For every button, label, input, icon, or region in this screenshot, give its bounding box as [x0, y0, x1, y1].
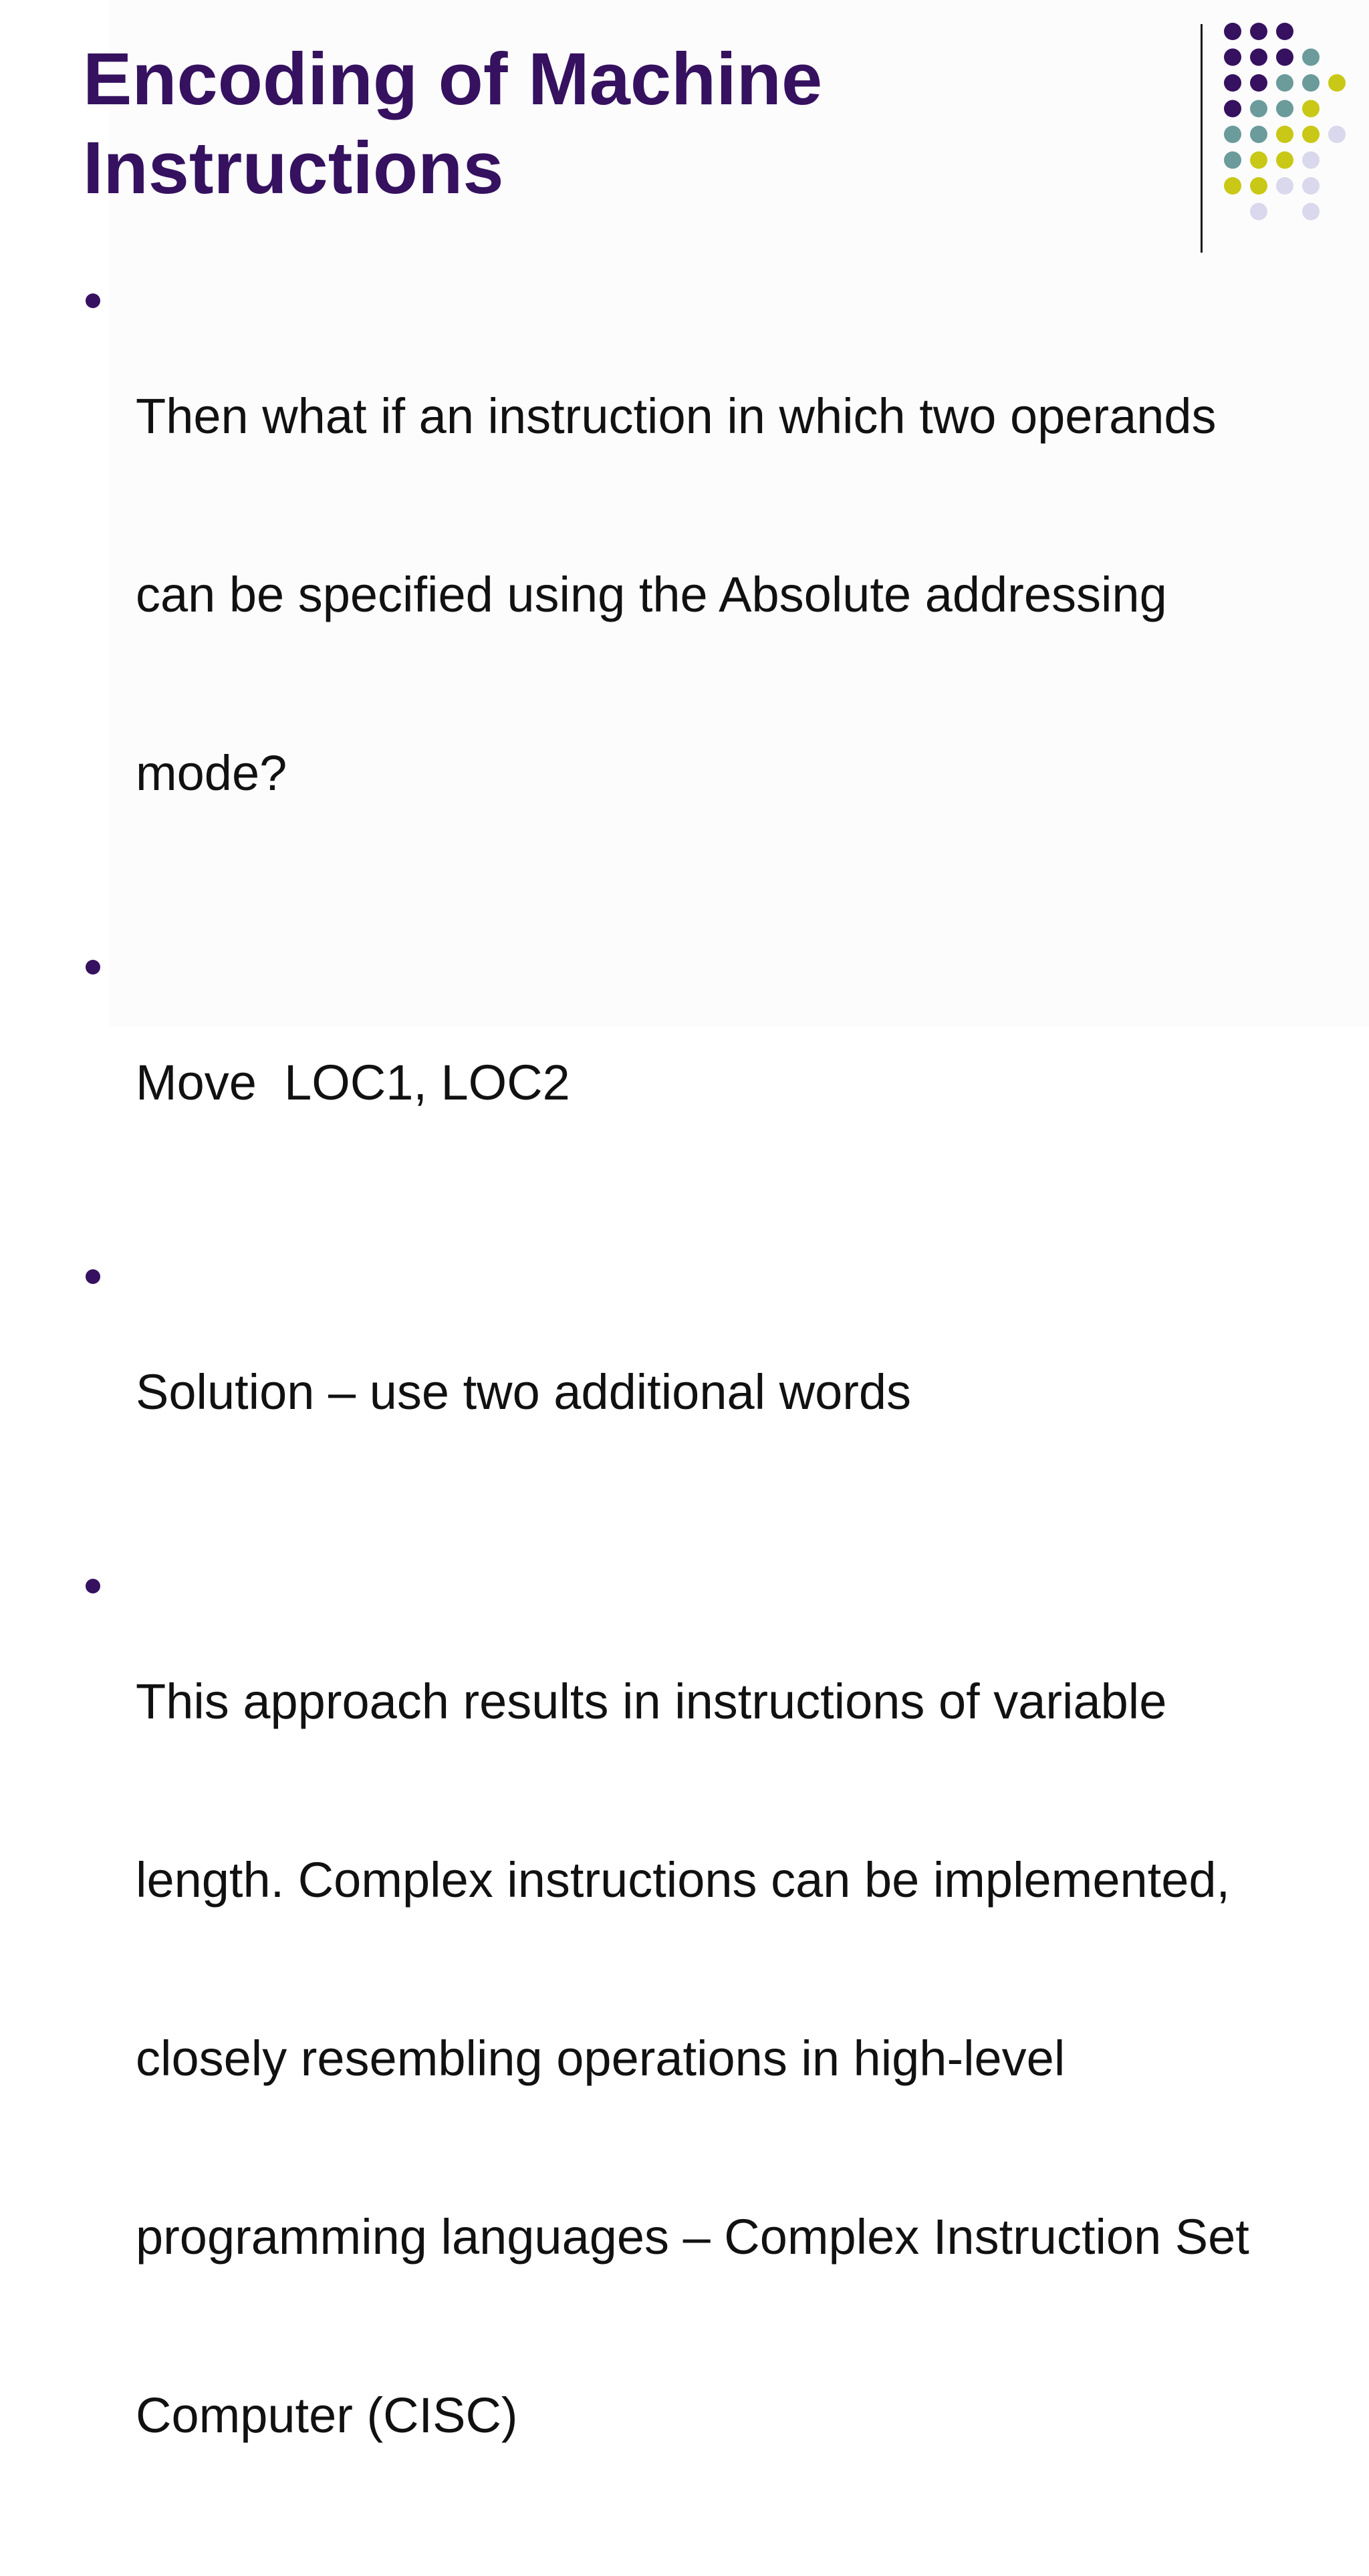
decorative-dot: [1250, 49, 1267, 66]
decorative-dot: [1250, 152, 1267, 169]
decorative-dot: [1302, 177, 1320, 195]
decorative-dot: [1328, 74, 1346, 92]
bullet-text-line: Solution – use two additional words: [136, 1364, 912, 1420]
decorative-dot: [1224, 177, 1241, 195]
decorative-dot: [1224, 152, 1241, 169]
bullet-text-line: programming languages – Complex Instruction Set: [136, 2209, 1249, 2265]
decorative-dot: [1224, 49, 1241, 66]
slide-title-line-2: Instructions: [83, 127, 504, 209]
bullet-text-line: Computer (CISC): [136, 2388, 518, 2443]
decorative-dot: [1302, 74, 1320, 92]
bullet-text: [136, 934, 1313, 1231]
title-divider-line: [1201, 24, 1203, 253]
decorative-dot: [1276, 49, 1293, 66]
decorative-dot: [1224, 100, 1241, 118]
bullet-item: [83, 934, 1313, 1231]
bullet-text-line: Then what if an instruction in which two operands: [136, 388, 1217, 444]
decorative-dot: [1250, 23, 1267, 40]
decorative-dot: [1302, 100, 1320, 118]
decorative-dot: [1250, 203, 1267, 221]
bullet-text-line: This approach results in instructions of variable: [136, 1674, 1167, 1729]
bullet-dot-icon: [86, 293, 100, 308]
slide-title-line-1: Encoding of Machine: [83, 38, 823, 120]
decorative-dot: [1250, 74, 1267, 92]
decorative-dot: [1250, 177, 1267, 195]
decorative-dot-grid: [1221, 18, 1368, 232]
bullet-list: [83, 267, 1313, 2576]
bullet-dot-icon: [86, 1579, 100, 1593]
bullet-item: [83, 1553, 1313, 2564]
bullet-text-line: mode?: [136, 745, 287, 801]
decorative-dot: [1276, 23, 1293, 40]
decorative-dot: [1224, 23, 1241, 40]
bullet-text-line: can be specified using the Absolute addressing: [136, 567, 1167, 622]
decorative-dot: [1302, 126, 1320, 143]
decorative-dot: [1250, 126, 1267, 143]
bullet-item: [83, 1243, 1313, 1541]
bullet-dot-icon: [86, 1269, 100, 1284]
decorative-dot: [1276, 152, 1293, 169]
bullet-text: [136, 1553, 1313, 2564]
decorative-dot: [1276, 177, 1293, 195]
decorative-dot: [1276, 100, 1293, 118]
slide-title: [83, 35, 1152, 213]
decorative-dot: [1302, 152, 1320, 169]
decorative-dot: [1224, 126, 1241, 143]
bullet-text-line: length. Complex instructions can be implemented,: [136, 1852, 1231, 1908]
bullet-text-line: closely resembling operations in high-level: [136, 2031, 1066, 2086]
decorative-dot: [1250, 100, 1267, 118]
decorative-dot: [1302, 203, 1320, 221]
bullet-text-line: Move LOC1, LOC2: [136, 1055, 570, 1110]
decorative-dot: [1276, 74, 1293, 92]
bullet-item: [83, 267, 1313, 922]
decorative-dot: [1224, 74, 1241, 92]
bullet-dot-icon: [86, 960, 100, 975]
decorative-dot: [1276, 126, 1293, 143]
bullet-text: [136, 267, 1313, 922]
bullet-text: [136, 1243, 1313, 1541]
decorative-dot: [1328, 126, 1346, 143]
decorative-dot: [1302, 49, 1320, 66]
